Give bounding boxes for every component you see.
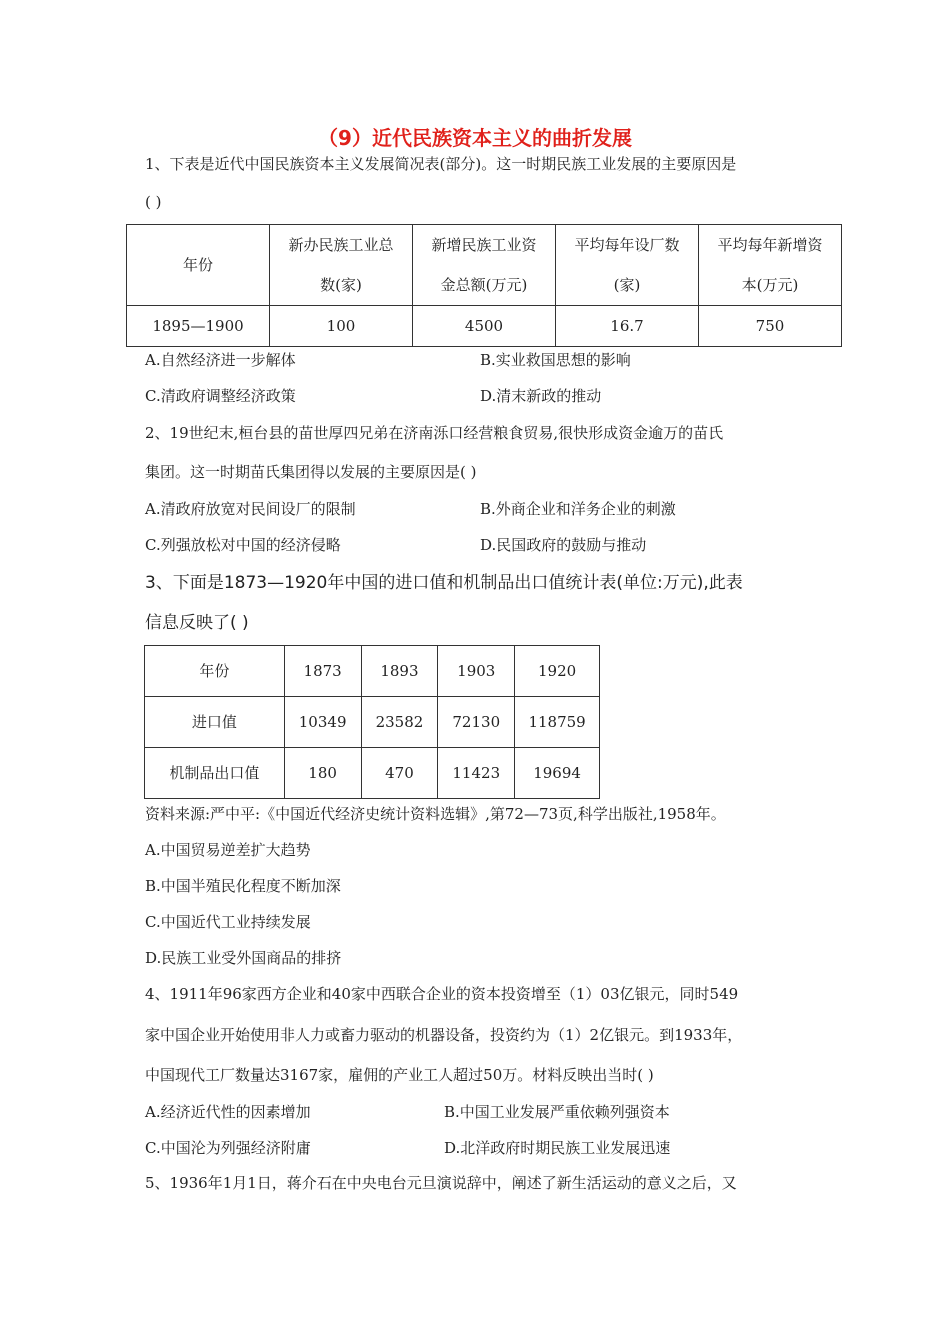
table-row [127, 306, 842, 347]
q3-cell: 11423 [438, 748, 515, 799]
table-row [145, 646, 600, 697]
q2-option-c: C.列强放松对中国的经济侵略 [145, 536, 341, 554]
q3-cell: 机制品出口值 [145, 748, 285, 799]
q3-cell: 进口值 [145, 697, 285, 748]
q3-cell: 年份 [145, 646, 285, 697]
q3-cell: 1920 [515, 646, 600, 697]
table-row [145, 748, 600, 799]
q1-option-c: C.清政府调整经济政策 [145, 387, 296, 405]
q3-option-c: C.中国近代工业持续发展 [145, 913, 311, 931]
q1-table [126, 224, 842, 347]
q4-stem-line2: 家中国企业开始使用非人力或畜力驱动的机器设备，投资约为（1）2亿银元。到1933年， [145, 1026, 743, 1044]
q3-cell: 118759 [515, 697, 600, 748]
q1-stem-line1: 1、下表是近代中国民族资本主义发展简况表(部分)。这一时期民族工业发展的主要原因是 [145, 155, 737, 173]
q2-option-d: D.民国政府的鼓励与推动 [480, 536, 647, 554]
q1-cell: 16.7 [556, 306, 699, 347]
q3-option-b: B.中国半殖民化程度不断加深 [145, 877, 341, 895]
q3-cell: 1873 [284, 646, 361, 697]
q1-header-cell: 平均每年新增资 本(万元) [699, 225, 842, 306]
q3-stem-line2: 信息反映了( ) [145, 613, 249, 633]
q3-cell: 180 [284, 748, 361, 799]
q2-option-b: B.外商企业和洋务企业的刺激 [480, 500, 676, 518]
page-title: （9）近代民族资本主义的曲折发展 [318, 126, 632, 150]
q1-option-b: B.实业救国思想的影响 [480, 351, 631, 369]
q4-option-c: C.中国沦为列强经济附庸 [145, 1139, 311, 1157]
q1-option-d: D.清末新政的推动 [480, 387, 602, 405]
q1-cell: 4500 [413, 306, 556, 347]
q3-option-a: A.中国贸易逆差扩大趋势 [145, 841, 311, 859]
q1-header-cell: 新办民族工业总 数(家) [270, 225, 413, 306]
q3-table [144, 645, 600, 799]
q4-stem-line3: 中国现代工厂数量达3167家，雇佣的产业工人超过50万。材料反映出当时( ) [145, 1066, 654, 1084]
q4-option-b: B.中国工业发展严重依赖列强资本 [444, 1103, 670, 1121]
q4-option-a: A.经济近代性的因素增加 [145, 1103, 311, 1121]
q1-header-cell: 年份 [127, 225, 270, 306]
q1-cell: 750 [699, 306, 842, 347]
q3-cell: 23582 [361, 697, 438, 748]
q5-stem-line1: 5、1936年1月1日，蒋介石在中央电台元旦演说辞中，阐述了新生活运动的意义之后，又 [145, 1174, 737, 1192]
q3-stem-line1: 3、下面是1873—1920年中国的进口值和机制品出口值统计表(单位:万元),此表 [145, 573, 743, 593]
q2-stem-line1: 2、19世纪末,桓台县的苗世厚四兄弟在济南泺口经营粮食贸易,很快形成资金逾万的苗氏 [145, 424, 724, 442]
q3-cell: 1893 [361, 646, 438, 697]
q4-stem-line1: 4、1911年96家西方企业和40家中西联合企业的资本投资增至（1）03亿银元，同时549 [145, 985, 739, 1003]
q3-cell: 10349 [284, 697, 361, 748]
q4-option-d: D.北洋政府时期民族工业发展迅速 [444, 1139, 671, 1157]
q3-option-d: D.民族工业受外国商品的排挤 [145, 949, 342, 967]
q3-cell: 470 [361, 748, 438, 799]
q1-header-cell: 新增民族工业资 金总额(万元) [413, 225, 556, 306]
q1-stem-line2: ( ) [145, 193, 162, 211]
q3-cell: 72130 [438, 697, 515, 748]
q3-cell: 19694 [515, 748, 600, 799]
q1-header-cell: 平均每年设厂数 (家) [556, 225, 699, 306]
q1-option-a: A.自然经济进一步解体 [145, 351, 296, 369]
q2-stem-line2: 集团。这一时期苗氏集团得以发展的主要原因是( ) [145, 463, 477, 481]
q1-cell: 1895—1900 [127, 306, 270, 347]
q2-option-a: A.清政府放宽对民间设厂的限制 [145, 500, 356, 518]
q3-source: 资料来源:严中平:《中国近代经济史统计资料选辑》,第72—73页,科学出版社,1958年。 [145, 805, 726, 823]
q3-cell: 1903 [438, 646, 515, 697]
table-row [145, 697, 600, 748]
q1-cell: 100 [270, 306, 413, 347]
